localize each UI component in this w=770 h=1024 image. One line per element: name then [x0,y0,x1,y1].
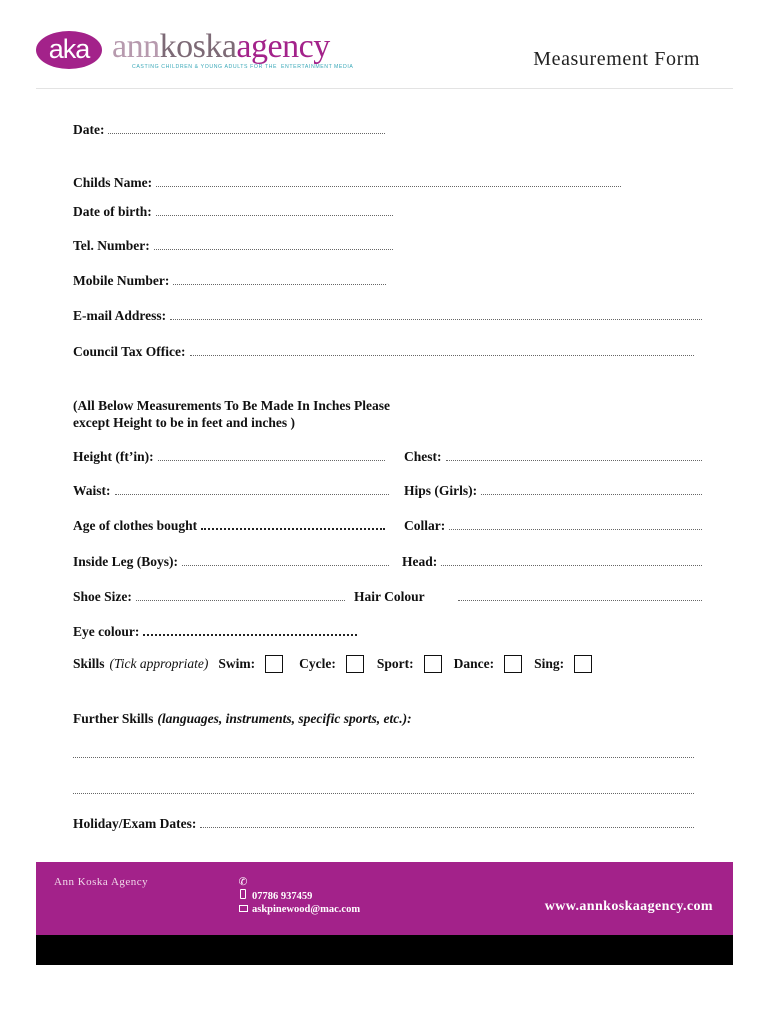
hips-line[interactable] [481,494,702,495]
hips-field[interactable] [404,483,702,499]
inside-leg-line[interactable] [182,565,389,566]
holiday-label: Holiday/Exam Dates: [73,816,197,831]
skill-sport-label: Sport: [376,656,414,671]
dob-field[interactable] [73,204,393,220]
skill-swim [218,655,283,673]
dob-line[interactable] [156,215,393,216]
skill-cycle-checkbox[interactable] [346,655,364,673]
age-clothes-label: Age of clothes bought [73,518,198,533]
mobile-field[interactable] [73,273,386,289]
tel-label: Tel. Number: [73,238,150,253]
age-clothes-line[interactable] [201,528,385,530]
shoe-size-line[interactable] [136,600,345,601]
footer-bar [36,862,733,935]
dob-label: Date of birth: [73,204,152,219]
tagline-part-2: ENTERTAINMENT [281,64,333,70]
head-field[interactable] [402,554,702,570]
skill-dance [454,655,523,673]
skills-label: Skills [73,656,105,671]
footer-phone-row [237,889,360,903]
council-line[interactable] [190,355,694,356]
tagline-part-1: CASTING CHILDREN & YOUNG ADULTS FOR THE [132,64,278,70]
date-field[interactable] [73,122,385,138]
footer-email[interactable]: askpinewood@mac.com [252,904,361,915]
tel-field[interactable] [73,238,393,254]
inside-leg-label: Inside Leg (Boys): [73,554,179,569]
footer-black-band [36,935,733,965]
hips-label: Hips (Girls): [404,483,478,498]
mobile-phone-icon [237,889,249,903]
skill-swim-checkbox[interactable] [265,655,283,673]
hair-colour-label-wrap [354,589,454,605]
logo-ann: ann [112,28,160,65]
footer-email-row [237,903,360,916]
skill-sport-checkbox[interactable] [424,655,442,673]
childs-name-label: Childs Name: [73,175,153,190]
head-label: Head: [402,554,438,569]
skill-sing-checkbox[interactable] [574,655,592,673]
further-skills-label: Further Skills [73,711,154,726]
footer-website[interactable]: www.annkoskaagency.com [544,899,713,914]
inside-leg-field[interactable] [73,554,389,570]
height-line[interactable] [158,460,385,461]
holiday-field[interactable] [73,816,694,832]
note-line-2: except Height to be in feet and inches ) [73,415,295,430]
footer-company: Ann Koska Agency [54,876,149,888]
chest-label: Chest: [404,449,442,464]
measurement-note [73,397,390,431]
email-line[interactable] [170,319,702,320]
further-skills-heading [73,711,412,727]
skill-cycle [299,655,364,673]
date-line[interactable] [108,133,385,134]
eye-colour-line[interactable] [143,634,357,636]
collar-label: Collar: [404,518,446,533]
childs-name-line[interactable] [156,186,621,187]
skill-swim-label: Swim: [218,656,256,671]
age-clothes-field[interactable] [73,518,385,534]
note-line-1: (All Below Measurements To Be Made In Inches Please [73,398,390,413]
eye-colour-label: Eye colour: [73,624,140,639]
eye-colour-field[interactable] [73,624,357,640]
skill-dance-checkbox[interactable] [504,655,522,673]
logo-agency: agency [236,28,330,65]
envelope-icon [237,903,249,916]
logo-mark: aka [36,31,102,69]
chest-line[interactable] [446,460,703,461]
hair-colour-line[interactable] [458,600,702,601]
date-label: Date: [73,122,105,137]
mobile-line[interactable] [173,284,386,285]
council-label: Council Tax Office: [73,344,186,359]
skill-sport [377,655,442,673]
further-skills-hint: (languages, instruments, specific sports, etc.): [157,711,412,726]
collar-line[interactable] [449,529,702,530]
holiday-line[interactable] [200,827,694,828]
height-label: Height (ft’in): [73,449,154,464]
height-field[interactable] [73,449,385,465]
footer-contact [237,876,360,916]
logo-koska: koska [159,28,237,65]
collar-field[interactable] [404,518,702,534]
waist-label: Waist: [73,483,111,498]
footer-phone[interactable]: 07786 937459 [252,890,313,902]
head-line[interactable] [441,565,702,566]
further-skills-line-1[interactable] [73,757,694,758]
telephone-icon: ✆ [238,877,248,888]
email-field[interactable] [73,308,702,324]
waist-line[interactable] [115,494,389,495]
tagline-part-3: MEDIA [334,64,354,70]
skills-hint: (Tick appropriate) [109,656,209,671]
further-skills-line-2[interactable] [73,793,694,794]
email-label: E-mail Address: [73,308,167,323]
logo-wordmark [112,28,330,66]
mobile-label: Mobile Number: [73,273,170,288]
skills-row [73,655,600,673]
footer-telephone-row [237,876,360,889]
council-field[interactable] [73,344,694,360]
skill-sing-label: Sing: [534,656,565,671]
shoe-size-label: Shoe Size: [73,589,132,604]
chest-field[interactable] [404,449,702,465]
header-divider [36,88,733,89]
skill-dance-label: Dance: [453,656,495,671]
childs-name-field[interactable] [73,175,621,191]
waist-field[interactable] [73,483,389,499]
shoe-size-field[interactable] [73,589,345,605]
form-title: Measurement Form [533,48,700,70]
hair-colour-label: Hair Colour [354,589,425,604]
tel-line[interactable] [154,249,393,250]
skill-cycle-label: Cycle: [299,656,336,671]
skill-sing [534,655,592,673]
